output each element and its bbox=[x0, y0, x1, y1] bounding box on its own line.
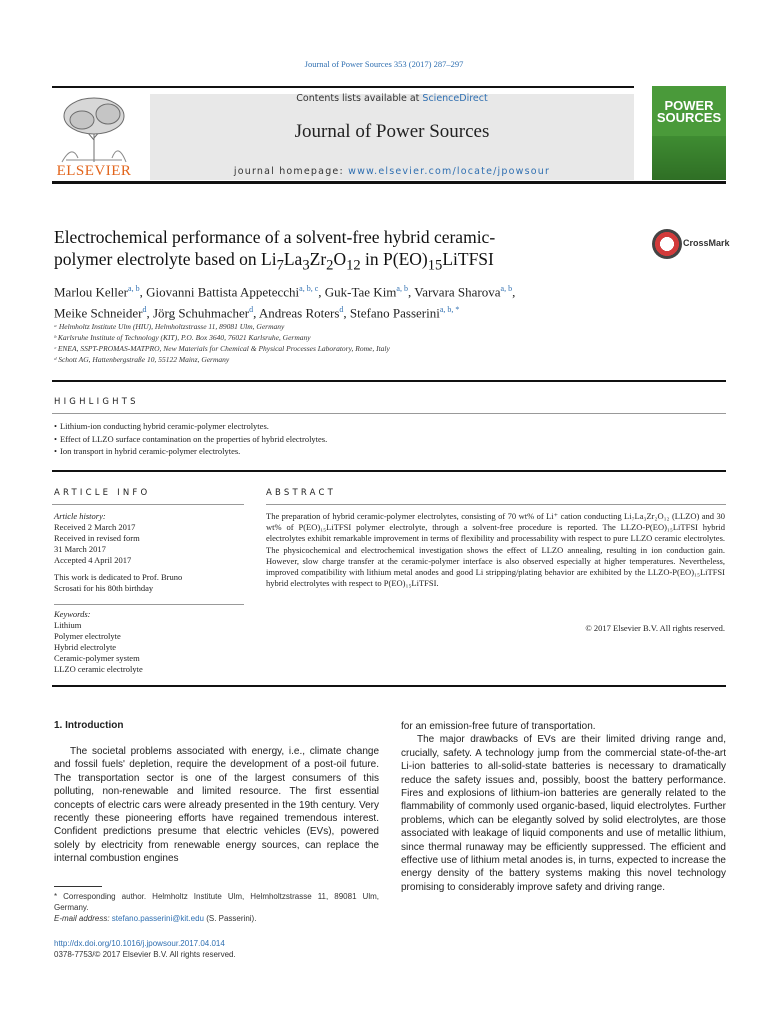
abstract-rule bbox=[266, 504, 726, 505]
introduction-heading: 1. Introduction bbox=[54, 720, 124, 731]
doi-link[interactable]: http://dx.doi.org/10.1016/j.jpowsour.2017.04.014 bbox=[54, 939, 225, 948]
received-date: Received 2 March 2017 bbox=[54, 522, 136, 532]
author-line-1: Marlou Keller$^{a, b}$, Giovanni Battista Appetecchi$^{a, b, c}$, Guk-Tae Kim$^{a, b}$, Varvara Sharova$^{a, b}$, bbox=[54, 284, 516, 300]
intro-right-column bbox=[401, 720, 726, 894]
email-link[interactable]: stefano.passerini@kit.edu bbox=[111, 914, 204, 923]
crossmark-icon[interactable] bbox=[652, 229, 682, 259]
highlight-item: • Lithium-ion conducting hybrid ceramic-polymer electrolytes. bbox=[54, 420, 714, 433]
author-name[interactable]: Jörg Schuhmacher bbox=[152, 305, 250, 321]
intro-right-paragraph: The major drawbacks of EVs are their limited driving range and, crucially, safety. A technology jump from the commercial state-of-the-art Li-ion batteries to all-solid-state batteries is necessary to dramatically reduce the safety issues and, possibly, boost the battery performance. Fires and explosions of lithium-ion batteries are generally related to the flammability of commonly used organic-based, liquid electrolytes. Further problems, which can be elegantly solved by solid electrolytes, are those associated with leakage of liquid components and use of metallic lithium, since thermal runaway may be efficiently suppressed. The efficient and effective use of lithium metal anodes is, in turns, expected to increase the energy density of the battery systems making this novel technology promising to considerably improve safety and driving range. bbox=[401, 734, 726, 893]
highlights-heading: HIGHLIGHTS bbox=[54, 397, 139, 407]
accepted-date: Accepted 4 April 2017 bbox=[54, 555, 132, 565]
journal-name: Journal of Power Sources bbox=[294, 121, 490, 142]
keywords-label: Keywords: bbox=[54, 609, 91, 619]
journal-citation[interactable]: Journal of Power Sources 353 (2017) 287–297 bbox=[304, 59, 464, 69]
affiliation: ᵃ Helmholtz Institute Ulm (HIU), Helmholtzstrasse 11, 89081 Ulm, Germany bbox=[54, 322, 285, 331]
author-list bbox=[54, 280, 694, 323]
keyword: Hybrid electrolyte bbox=[54, 642, 117, 652]
article-info-rule bbox=[52, 504, 244, 505]
author-name[interactable]: Guk-Tae Kim bbox=[324, 284, 397, 300]
author-name[interactable]: Meike Schneider bbox=[54, 305, 143, 321]
revised-date: 31 March 2017 bbox=[54, 544, 106, 554]
keywords-rule bbox=[54, 604, 244, 605]
article-info-heading: ARTICLE INFO bbox=[54, 488, 151, 498]
title-line-2: polymer electrolyte based on $Li_7La_3Zr_2O_{12}$ in $P(EO)_{15}LiTFSI$ bbox=[54, 249, 494, 274]
abstract-copyright: © 2017 Elsevier B.V. All rights reserved. bbox=[585, 623, 725, 633]
intro-left-paragraph: The societal problems associated with energy, i.e., climate change and fossil fuels' depletion, require the development of a post-oil future. The transportation sector is one of the largest consumers of this polluting, non-renewable and limited resource. The first essential concepts of electric cars were already presented in the 19th century. Very recently these pioneering efforts have regained tremendous interest. Confident predictions presume that electric vehicles (EVs), powered solely by electricity from renewable energy sources, can replace the internal combustion engines bbox=[54, 746, 379, 865]
keyword: Lithium bbox=[54, 620, 82, 630]
affiliations bbox=[54, 321, 694, 365]
rule-before-info bbox=[52, 470, 726, 472]
sciencedirect-link[interactable]: ScienceDirect bbox=[422, 93, 488, 104]
issn-line: 0378-7753/© 2017 Elsevier B.V. All rights reserved. bbox=[54, 950, 236, 959]
author-name[interactable]: Andreas Roters bbox=[258, 305, 340, 321]
crossmark-label[interactable]: CrossMark bbox=[683, 238, 730, 248]
journal-cover-image[interactable] bbox=[652, 86, 726, 180]
affiliation: ᵇ Karlsruhe Institute of Technology (KIT), P.O. Box 3640, 76021 Karlsruhe, Germany bbox=[54, 333, 311, 342]
affiliation: ᵈ Schott AG, Hattenbergstraße 10, 55122 Mainz, Germany bbox=[54, 355, 230, 364]
author-name[interactable]: Stefano Passerini bbox=[349, 305, 440, 321]
keyword: Ceramic-polymer system bbox=[54, 653, 140, 663]
author-name[interactable]: Varvara Sharova bbox=[414, 284, 501, 300]
contents-prefix: Contents lists available at bbox=[296, 93, 423, 104]
homepage-link[interactable]: www.elsevier.com/locate/jpowsour bbox=[348, 166, 551, 177]
keyword: Polymer electrolyte bbox=[54, 631, 121, 641]
highlight-item: • Ion transport in hybrid ceramic-polymer electrolytes. bbox=[54, 445, 714, 458]
highlight-item: • Effect of LLZO surface contamination on the properties of hybrid electrolytes. bbox=[54, 433, 714, 446]
header-rule-bottom bbox=[52, 181, 726, 184]
abstract-text: The preparation of hybrid ceramic-polymer electrolytes, consisting of 70 wt% of Li⁺ cation conducting Li₇La₃Zr₂O₁₂ (LLZO) and 30 wt% of P(EO)₁₅LiTFSI polymer electrolyte, through a solvent-free procedure is reported. The LLZO-P(EO)₁₅LiTFSI hybrid electrolytes exhibit remarkable improvement in terms of flexibility and processability with respect to pure LLZO ceramic electrolytes. The physicochemical and electrochemical investigation shows the effect of LLZO annealing, resulting in ion conduction gain. However, slow charge transfer at the ceramic-polymer interface is also observed especially at higher temperatures. Nevertheless, improved compatibility with lithium metal anodes and good Li stripping/plating behavior are exhibited by the LLZO-P(EO)₁₅LiTFSI hybrid electrolytes with respect to P(EO)₁₅LiTFSI. bbox=[266, 511, 725, 589]
highlights-rule bbox=[52, 413, 726, 414]
dedication: Scrosati for his 80th birthday bbox=[54, 583, 154, 593]
email-line: E-mail address: stefano.passerini@kit.edu (S. Passerini). bbox=[54, 914, 257, 923]
history-label: Article history: bbox=[54, 511, 106, 521]
rule-before-highlights bbox=[52, 380, 726, 382]
title-line-1: Electrochemical performance of a solvent-free hybrid ceramic- bbox=[54, 227, 496, 247]
contents-line bbox=[150, 93, 634, 104]
dedication: This work is dedicated to Prof. Bruno bbox=[54, 572, 183, 582]
keyword: LLZO ceramic electrolyte bbox=[54, 664, 143, 674]
affiliation: ᶜ ENEA, SSPT-PROMAS-MATPRO, New Materials for Chemical & Physical Processes Laboratory, Rome, Italy bbox=[54, 344, 390, 353]
homepage-prefix: journal homepage: bbox=[233, 166, 349, 177]
doi-block bbox=[54, 938, 379, 960]
highlights-list bbox=[54, 420, 714, 458]
elsevier-wordmark: ELSEVIER bbox=[56, 163, 132, 179]
cover-title: POWER SOURCES bbox=[656, 98, 722, 125]
rule-before-body bbox=[52, 685, 726, 687]
footnote bbox=[54, 891, 379, 924]
paper-title bbox=[54, 226, 624, 277]
footnote-rule bbox=[54, 886, 102, 887]
revised-label: Received in revised form bbox=[54, 533, 140, 543]
header-rule-top bbox=[52, 86, 634, 88]
author-line-2: Meike Schneider$^d$, Jörg Schuhmacher$^d$, Andreas Roters$^d$, Stefano Passerini$^{a, b, *}$ bbox=[54, 305, 460, 321]
corresponding-author-note: * Corresponding author. Helmholtz Institute Ulm, Helmholtzstrasse 11, 89081 Ulm, Germany. bbox=[54, 892, 379, 912]
intro-continuation: for an emission-free future of transportation. bbox=[401, 721, 596, 732]
abstract-heading: ABSTRACT bbox=[266, 488, 337, 498]
author-name[interactable]: Giovanni Battista Appetecchi bbox=[146, 284, 300, 300]
article-info bbox=[54, 511, 244, 675]
homepage-line bbox=[150, 166, 634, 177]
author-name[interactable]: Marlou Keller bbox=[54, 284, 129, 300]
cover-stripe bbox=[652, 136, 726, 180]
